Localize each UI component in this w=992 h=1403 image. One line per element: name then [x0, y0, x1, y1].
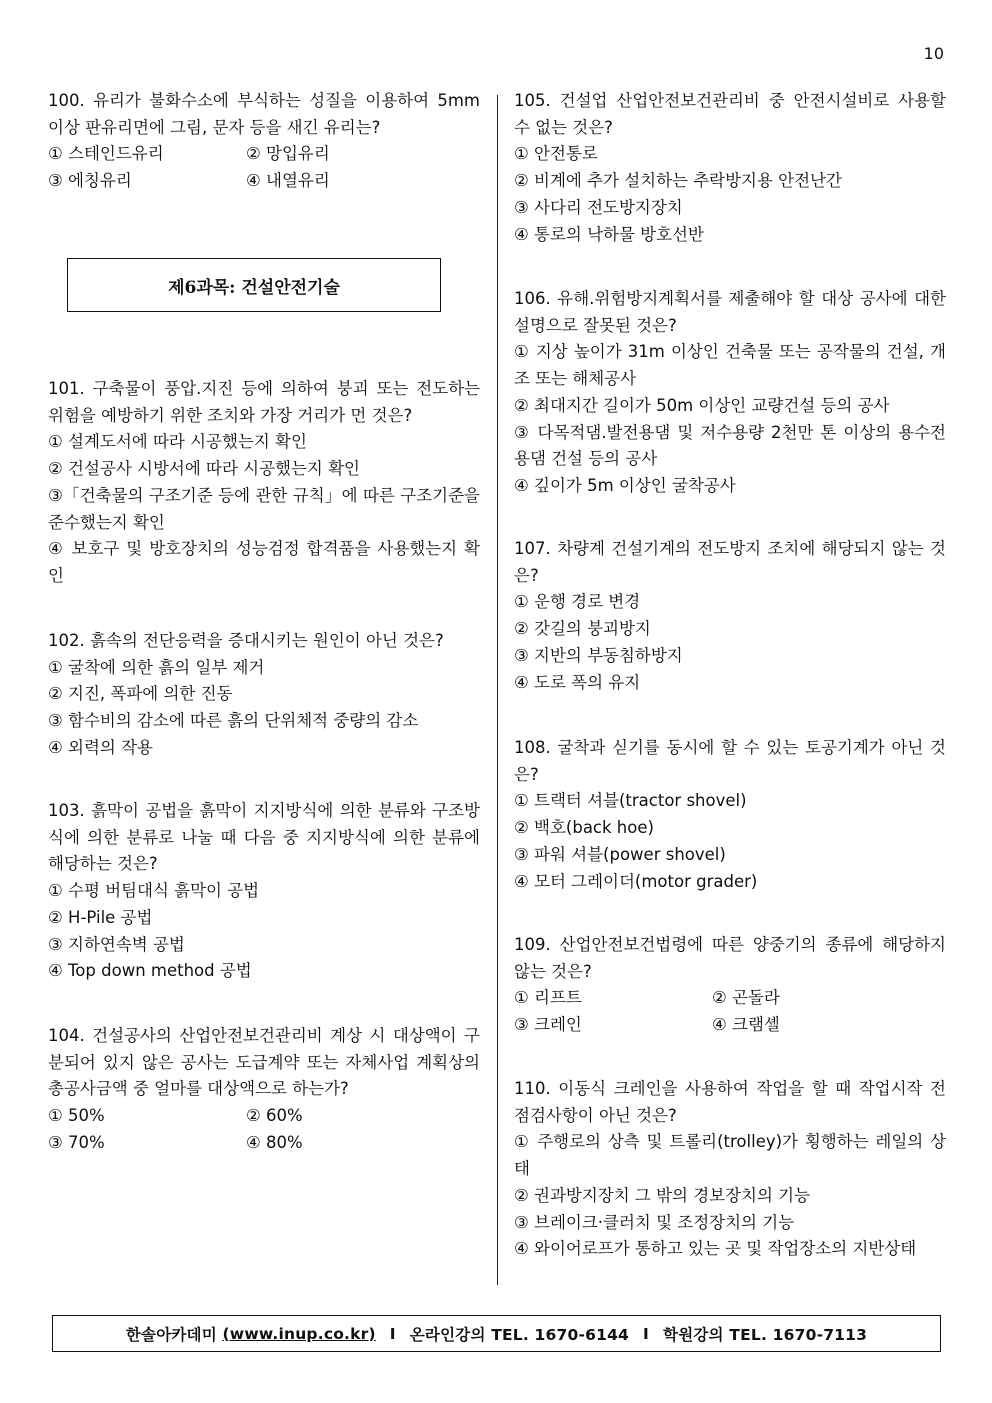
footer-separator: I: [643, 1324, 650, 1343]
page-number: 10: [923, 44, 944, 63]
section-title-box: [67, 258, 441, 312]
footer-academy-phone: 학원강의 TEL. 1670-7113: [663, 1325, 868, 1344]
question-stem: 105. 건설업 산업안전보건관리비 중 안전시설비로 사용할 수 없는 것은?: [514, 91, 946, 137]
footer-separator: I: [389, 1324, 396, 1343]
option: ① 주행로의 상측 및 트롤리(trolley)가 횡행하는 레일의 상태: [514, 1132, 946, 1179]
option: ② 곤돌라: [712, 988, 780, 1008]
question-stem: 102. 흙속의 전단응력을 증대시키는 원인이 아닌 것은?: [48, 631, 444, 650]
question-stem: 109. 산업안전보건법령에 따른 양중기의 종류에 해당하지 않는 것은?: [514, 935, 946, 981]
option: ④ Top down method 공법: [48, 961, 252, 981]
option: ④ 80%: [246, 1132, 303, 1152]
option: ② H-Pile 공법: [48, 907, 153, 927]
option: ③ 브레이크·클러치 및 조정장치의 기능: [514, 1212, 795, 1232]
option: ② 갓길의 붕괴방지: [514, 619, 651, 639]
option: ② 건설공사 시방서에 따라 시공했는지 확인: [48, 459, 360, 479]
option: ③ 크레인: [514, 1015, 582, 1035]
option: ① 리프트: [514, 988, 582, 1008]
option: ③ 사다리 전도방지장치: [514, 197, 683, 217]
footer-brand: 한솔아카데미: [125, 1325, 217, 1344]
question-107: [514, 536, 946, 696]
option: ① 안전통로: [514, 144, 598, 164]
question-stem: 110. 이동식 크레인을 사용하여 작업을 할 때 작업시작 전 점검사항이 아닌 것은?: [514, 1079, 946, 1125]
option: ④ 깊이가 5m 이상인 굴착공사: [514, 475, 736, 495]
option: ④ 와이어로프가 통하고 있는 곳 및 작업장소의 지반상태: [514, 1239, 917, 1259]
option: ④ 모터 그레이더(motor grader): [514, 871, 758, 891]
option: ② 백호(back hoe): [514, 818, 654, 838]
option: ④ 보호구 및 방호장치의 성능검정 합격품을 사용했는지 확인: [48, 539, 480, 585]
question-stem: 108. 굴착과 싣기를 동시에 할 수 있는 토공기계가 아닌 것은?: [514, 738, 946, 784]
column-divider: [497, 95, 498, 1285]
option: ④ 외력의 작용: [48, 737, 153, 757]
question-101: [48, 376, 480, 590]
question-stem: 103. 흙막이 공법을 흙막이 지지방식에 의한 분류와 구조방식에 의한 분류로 나눌 때 다음 중 지지방식에 의한 분류에 해당하는 것은?: [48, 801, 480, 874]
footer-online-phone: 온라인강의 TEL. 1670-6144: [409, 1325, 630, 1344]
option: ② 최대지간 길이가 50m 이상인 교량건설 등의 공사: [514, 395, 890, 415]
option: ① 굴착에 의한 흙의 일부 제거: [48, 657, 265, 677]
question-stem: 106. 유해.위험방지계획서를 제출해야 할 대상 공사에 대한 설명으로 잘못된 것은?: [514, 289, 946, 335]
question-stem: 104. 건설공사의 산업안전보건관리비 계상 시 대상액이 구분되어 있지 않은 공사는 도급계약 또는 자체사업 계획상의 총공사금액 중 얼마를 대상액으로 하는가?: [48, 1026, 480, 1099]
option: ③ 지하연속벽 공법: [48, 934, 185, 954]
question-108: [514, 735, 946, 895]
question-104: [48, 1023, 480, 1157]
option: ④ 통로의 낙하물 방호선반: [514, 224, 704, 244]
question-stem: 100. 유리가 불화수소에 부식하는 성질을 이용하여 5mm 이상 판유리면에 그림, 문자 등을 새긴 유리는?: [48, 91, 480, 137]
option: ① 50%: [48, 1106, 105, 1126]
question-109: [514, 932, 946, 1039]
question-100: [48, 88, 480, 195]
option: ③ 파워 셔블(power shovel): [514, 844, 726, 864]
option: ① 설계도서에 따라 시공했는지 확인: [48, 432, 307, 452]
question-106: [514, 286, 946, 500]
option: ② 망입유리: [246, 144, 330, 164]
option: ③ 다목적댐.발전용댐 및 저수용량 2천만 톤 이상의 용수전용댐 건설 등의 공사: [514, 422, 946, 469]
option: ④ 내열유리: [246, 171, 330, 191]
option: ② 60%: [246, 1106, 303, 1126]
option: ③ 함수비의 감소에 따른 흙의 단위체적 중량의 감소: [48, 711, 419, 731]
question-103: [48, 798, 480, 985]
option: ② 권과방지장치 그 밖의 경보장치의 기능: [514, 1185, 811, 1205]
section-title: 제6과목: 건설안전기술: [168, 277, 340, 298]
option: ② 비계에 추가 설치하는 추락방지용 안전난간: [514, 171, 842, 191]
option: ① 스테인드유리: [48, 144, 164, 164]
option: ④ 크램셸: [712, 1015, 780, 1035]
option: ④ 도로 폭의 유지: [514, 672, 641, 692]
question-110: [514, 1076, 946, 1263]
footer-box: [52, 1315, 941, 1352]
option: ② 지진, 폭파에 의한 진동: [48, 684, 233, 704]
option: ① 지상 높이가 31m 이상인 건축물 또는 공작물의 건설, 개조 또는 해체공사: [514, 342, 946, 389]
question-102: [48, 628, 480, 762]
option: ① 수평 버팀대식 흙막이 공법: [48, 881, 260, 901]
option: ① 트랙터 셔블(tractor shovel): [514, 791, 747, 811]
option: ③ 70%: [48, 1132, 105, 1152]
option: ③「건축물의 구조기준 등에 관한 규칙」에 따른 구조기준을 준수했는지 확인: [48, 485, 480, 532]
option: ③ 에칭유리: [48, 171, 132, 191]
option: ③ 지반의 부동침하방지: [514, 645, 683, 665]
footer-website-link[interactable]: (www.inup.co.kr): [222, 1324, 376, 1343]
option: ① 운행 경로 변경: [514, 592, 641, 612]
question-stem: 101. 구축물이 풍압.지진 등에 의하여 붕괴 또는 전도하는 위험을 예방하기 위한 조치와 가장 거리가 먼 것은?: [48, 379, 480, 425]
question-stem: 107. 차량계 건설기계의 전도방지 조치에 해당되지 않는 것은?: [514, 539, 946, 585]
question-105: [514, 88, 946, 248]
